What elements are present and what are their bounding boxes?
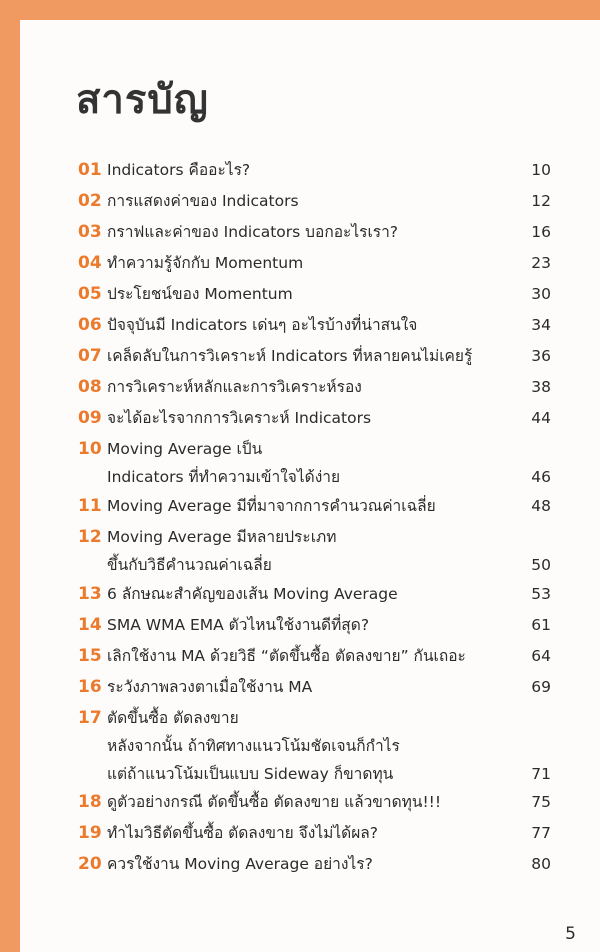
- chapter-number: 17: [78, 708, 102, 728]
- chapter-number: 05: [78, 284, 102, 304]
- chapter-title-line: ดูตัวอย่างกรณี ตัดขึ้นซื้อ ตัดลงขาย แล้วขาดทุน!!!: [107, 793, 442, 811]
- chapter-number: 04: [78, 253, 102, 273]
- chapter-title-line: หลังจากนั้น ถ้าทิศทางแนวโน้มชัดเจนก็กำไร: [107, 737, 400, 755]
- chapter-page: 16: [531, 223, 551, 241]
- chapter-page: 69: [531, 678, 551, 696]
- chapter-title-line: แต่ถ้าแนวโน้มเป็นแบบ Sideway ก็ขาดทุน: [107, 765, 394, 783]
- chapter-title-line: เลิกใช้งาน MA ด้วยวิธี “ตัดขึ้นซื้อ ตัดลงขาย” กันเถอะ: [107, 647, 466, 665]
- chapter-title-line: การวิเคราะห์หลักและการวิเคราะห์รอง: [107, 378, 362, 396]
- chapter-number: 10: [78, 439, 102, 459]
- chapter-page: 64: [531, 647, 551, 665]
- chapter-title: [107, 373, 507, 401]
- chapter-title: [107, 580, 507, 608]
- chapter-title: [107, 673, 507, 701]
- chapter-title-line: ตัดขึ้นซื้อ ตัดลงขาย: [107, 709, 239, 727]
- chapter-title: [107, 788, 507, 816]
- chapter-title-line: Indicators ที่ทำความเข้าใจได้ง่าย: [107, 468, 341, 486]
- chapter-title: [107, 311, 507, 339]
- chapter-page: 48: [531, 497, 551, 515]
- chapter-title-line: การแสดงค่าของ Indicators: [107, 192, 299, 210]
- chapter-number: 11: [78, 496, 102, 516]
- chapter-number: 08: [78, 377, 102, 397]
- chapter-page: 71: [531, 765, 551, 783]
- chapter-title-line: ปัจจุบันมี Indicators เด่นๆ อะไรบ้างที่น่าสนใจ: [107, 316, 418, 334]
- chapter-title-line: กราฟและค่าของ Indicators บอกอะไรเรา?: [107, 223, 399, 241]
- chapter-page: 44: [531, 409, 551, 427]
- chapter-page: 23: [531, 254, 551, 272]
- chapter-title: [107, 819, 507, 847]
- chapter-title-line: ควรใช้งาน Moving Average อย่างไร?: [107, 855, 373, 873]
- chapter-page: 12: [531, 192, 551, 210]
- chapter-title: [107, 249, 507, 277]
- chapter-page: 38: [531, 378, 551, 396]
- chapter-page: 77: [531, 824, 551, 842]
- chapter-number: 15: [78, 646, 102, 666]
- chapter-page: 34: [531, 316, 551, 334]
- chapter-title-line: Moving Average มีหลายประเภท: [107, 528, 337, 546]
- chapter-page: 53: [531, 585, 551, 603]
- chapter-number: 09: [78, 408, 102, 428]
- chapter-page: 10: [531, 161, 551, 179]
- chapter-title: [107, 704, 507, 788]
- chapter-title-line: ทำความรู้จักกับ Momentum: [107, 254, 304, 272]
- chapter-number: 14: [78, 615, 102, 635]
- chapter-number: 16: [78, 677, 102, 697]
- chapter-title-line: ทำไมวิธีตัดขึ้นซื้อ ตัดลงขาย จึงไม่ได้ผล?: [107, 824, 379, 842]
- chapter-number: 03: [78, 222, 102, 242]
- chapter-page: 75: [531, 793, 551, 811]
- chapter-number: 07: [78, 346, 102, 366]
- chapter-title: [107, 850, 507, 878]
- chapter-number: 18: [78, 792, 102, 812]
- chapter-title: [107, 435, 507, 491]
- chapter-number: 13: [78, 584, 102, 604]
- chapter-number: 20: [78, 854, 102, 874]
- chapter-title: [107, 280, 507, 308]
- book-page: [20, 20, 600, 952]
- chapter-number: 01: [78, 160, 102, 180]
- chapter-title-line: ประโยชน์ของ Momentum: [107, 285, 293, 303]
- chapter-title-line: เคล็ดลับในการวิเคราะห์ Indicators ที่หลายคนไม่เคยรู้: [107, 347, 473, 365]
- chapter-title-line: ระวังภาพลวงตาเมื่อใช้งาน MA: [107, 678, 313, 696]
- page-title: สารบัญ: [76, 77, 209, 123]
- chapter-title: [107, 218, 507, 246]
- chapter-title: [107, 404, 507, 432]
- chapter-title: [107, 611, 507, 639]
- chapter-page: 30: [531, 285, 551, 303]
- chapter-page: 50: [531, 556, 551, 574]
- chapter-title: [107, 642, 507, 670]
- chapter-title-line: Moving Average เป็น: [107, 440, 263, 458]
- chapter-title-line: SMA WMA EMA ตัวไหนใช้งานดีที่สุด?: [107, 616, 370, 634]
- chapter-title-line: ขึ้นกับวิธีคำนวณค่าเฉลี่ย: [107, 556, 272, 574]
- chapter-title: [107, 187, 507, 215]
- chapter-page: 36: [531, 347, 551, 365]
- chapter-number: 06: [78, 315, 102, 335]
- chapter-title: [107, 492, 507, 520]
- chapter-page: 46: [531, 468, 551, 486]
- chapter-number: 19: [78, 823, 102, 843]
- chapter-title-line: Moving Average มีที่มาจากการคำนวณค่าเฉลี่ย: [107, 497, 436, 515]
- chapter-number: 02: [78, 191, 102, 211]
- chapter-title-line: จะได้อะไรจากการวิเคราะห์ Indicators: [107, 409, 372, 427]
- chapter-title: [107, 523, 507, 579]
- chapter-title: [107, 156, 507, 184]
- chapter-page: 80: [531, 855, 551, 873]
- chapter-page: 61: [531, 616, 551, 634]
- chapter-title-line: 6 ลักษณะสำคัญของเส้น Moving Average: [107, 585, 398, 603]
- chapter-number: 12: [78, 527, 102, 547]
- chapter-title: [107, 342, 507, 370]
- page-number: 5: [565, 924, 576, 944]
- table-of-contents: [20, 20, 600, 952]
- chapter-title-line: Indicators คืออะไร?: [107, 161, 251, 179]
